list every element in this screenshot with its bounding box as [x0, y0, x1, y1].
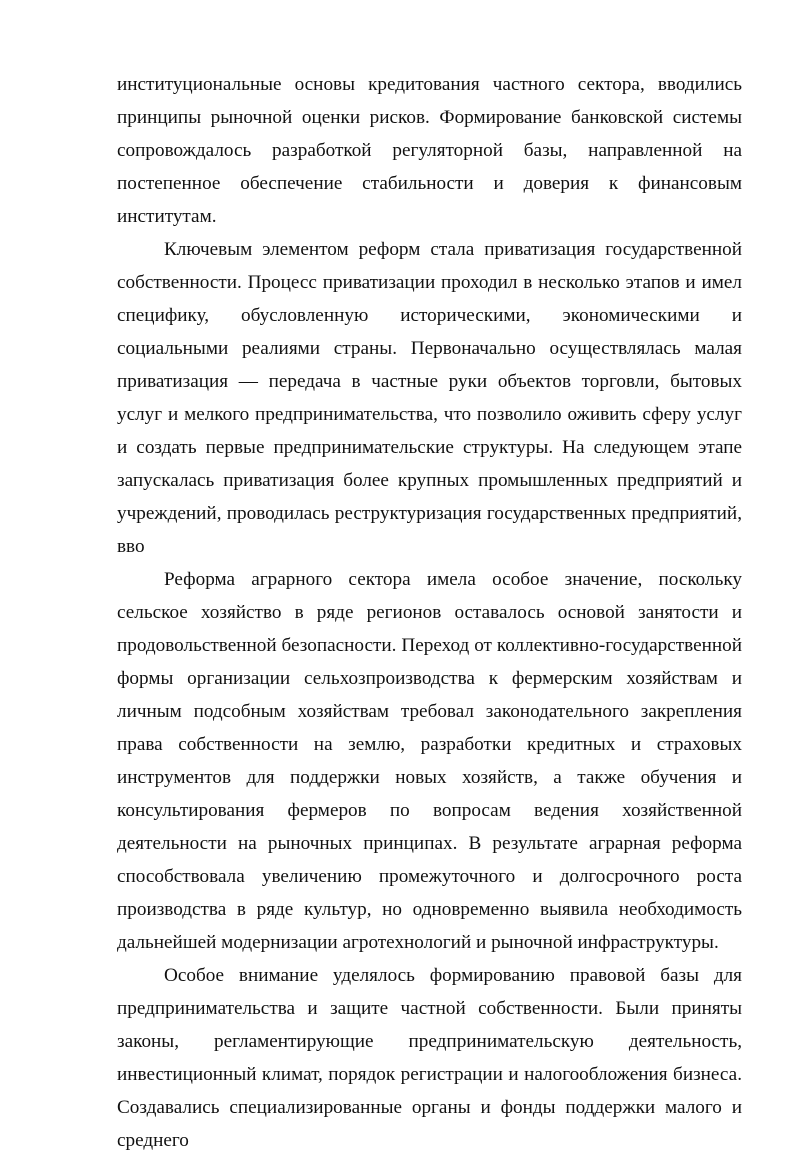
document-body [117, 68, 742, 1157]
paragraph-agrarian-reform: Реформа аграрного сектора имела особое значение, поскольку сельское хозяйство в ряде регионов оставалось основой занятости и продовольственной безопасности. Переход от коллективно-государственной формы организации сельхозпроизводства к фермерским хозяйствам и личным подсобным хозяйствам требовал законодательного закрепления права собственности на землю, разработки кредитных и страховых инструментов для поддержки новых хозяйств, а также обучения и консультирования фермеров по вопросам ведения хозяйственной деятельности на рыночных принципах. В результате аграрная реформа способствовала увеличению промежуточного и долгосрочного роста производства в ряде культур, но одновременно выявила необходимость дальнейшей модернизации агротехнологий и рыночной инфраструктуры. [117, 569, 742, 953]
paragraph-banking-continuation: институциональные основы кредитования частного сектора, вводились принципы рыночной оценки рисков. Формирование банковской системы сопровождалось разработкой регуляторной базы, направленной на постепенное обеспечение стабильности и доверия к финансовым институтам. [117, 74, 742, 227]
paragraph-privatization: Ключевым элементом реформ стала приватизация государственной собственности. Процесс приватизации проходил в несколько этапов и имел специфику, обусловленную историческими, экономическими и социальными реалиями страны. Первоначально осуществлялась малая приватизация — передача в частные руки объектов торговли, бытовых услуг и мелкого предпринимательства, что позволило оживить сферу услуг и создать первые предпринимательские структуры. На следующем этапе запускалась приватизация более крупных промышленных предприятий и учреждений, проводилась реструктуризация государственных предприятий, вво [117, 239, 742, 557]
paragraph-legal-base: Особое внимание уделялось формированию правовой базы для предпринимательства и защите частной собственности. Были приняты законы, регламентирующие предпринимательскую деятельность, инвестиционный климат, порядок регистрации и налогообложения бизнеса. Создавались специализированные органы и фонды поддержки малого и среднего [117, 965, 742, 1151]
